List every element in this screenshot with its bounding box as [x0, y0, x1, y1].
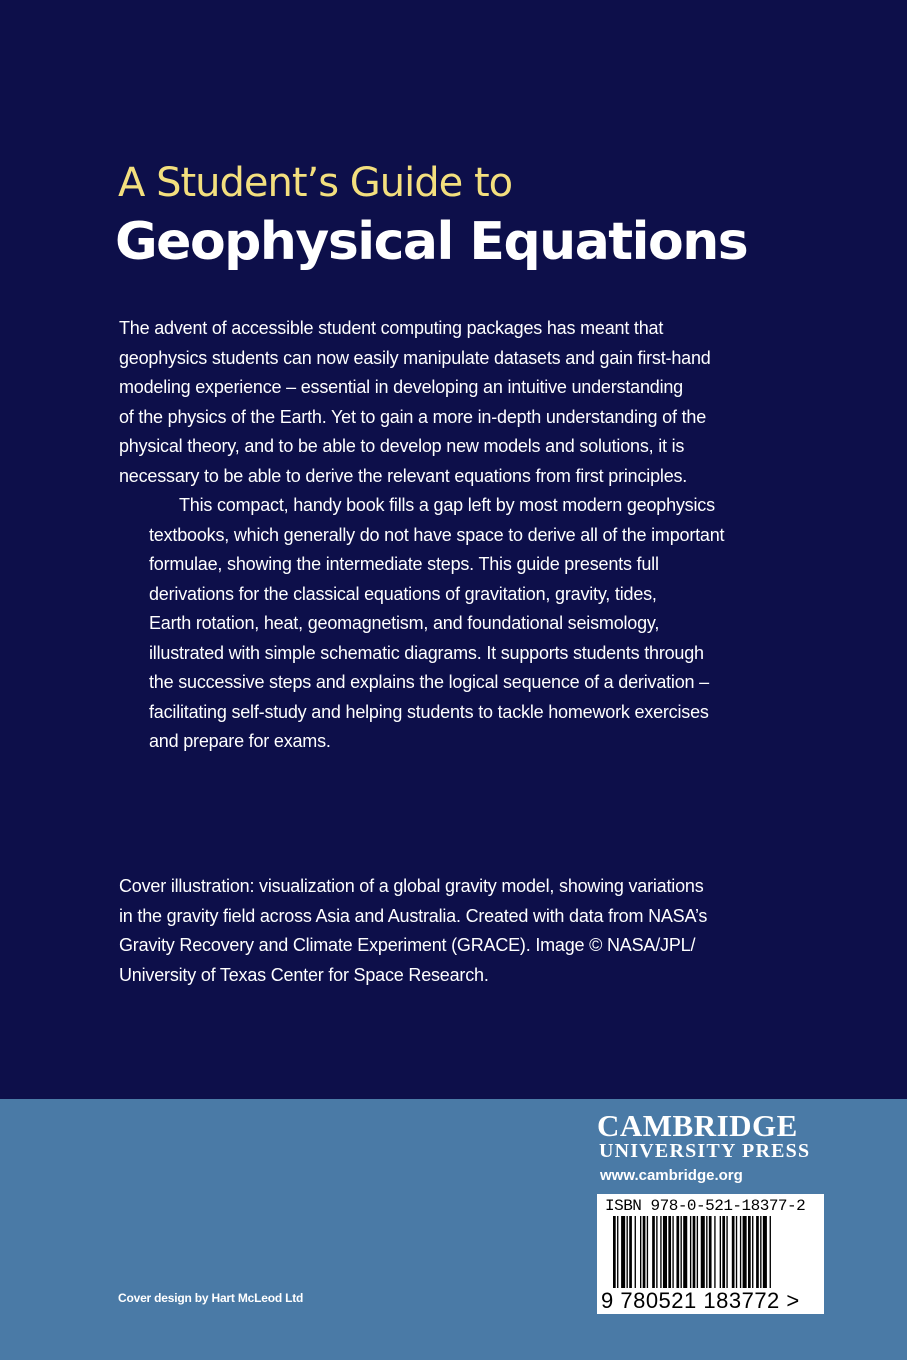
book-title-line1: A Student’s Guide to	[118, 160, 513, 206]
book-title-line2: Geophysical Equations	[115, 212, 748, 272]
barcode-bar	[732, 1216, 735, 1288]
credit-line: in the gravity field across Asia and Australia. Created with data from NASA’s	[119, 905, 708, 926]
blurb-line: facilitating self-study and helping students to tackle homework exercises	[149, 701, 709, 722]
credit-line: Cover illustration: visualization of a global gravity model, showing variations	[119, 876, 704, 896]
barcode-bar	[635, 1216, 636, 1288]
barcode-bar	[693, 1216, 696, 1288]
barcode-bar	[647, 1216, 648, 1288]
blurb-line: modeling experience – essential in developing an intuitive understanding	[119, 377, 683, 397]
barcode-bar	[668, 1216, 671, 1288]
blurb-line: derivations for the classical equations of gravitation, gravity, tides,	[149, 583, 657, 604]
barcode-bar	[748, 1216, 751, 1288]
designer-credit: Cover design by Hart McLeod Ltd	[118, 1291, 304, 1305]
credit-line: Gravity Recovery and Climate Experiment (GRACE). Image © NASA/JPL/	[119, 935, 696, 955]
barcode-bar	[756, 1216, 759, 1288]
cover-illustration-credit	[119, 872, 739, 990]
barcode-bar	[663, 1216, 667, 1288]
barcode-bar	[656, 1216, 657, 1288]
barcode-bar	[652, 1216, 655, 1288]
barcode-bar	[683, 1216, 687, 1288]
blurb-line: The advent of accessible student computing packages has meant that	[119, 318, 664, 338]
credit-line: University of Texas Center for Space Research.	[119, 964, 489, 985]
barcode-bar	[706, 1216, 707, 1288]
barcode-bar	[617, 1216, 618, 1288]
barcode-bar	[681, 1216, 682, 1288]
barcode-bar	[770, 1216, 771, 1288]
publisher-logo-subtitle: UNIVERSITY PRESS	[599, 1140, 811, 1162]
barcode-bar	[722, 1216, 725, 1288]
barcode-bar	[627, 1216, 628, 1288]
barcode-bar	[743, 1216, 747, 1288]
blurb-line: and prepare for exams.	[149, 731, 331, 751]
blurb-line: necessary to be able to derive the relevant equations from first principles.	[119, 465, 688, 486]
blurb-line: physical theory, and to be able to develop new models and solutions, it is	[119, 436, 685, 456]
barcode-bar	[760, 1216, 761, 1288]
blurb-line: the successive steps and explains the logical sequence of a derivation –	[149, 672, 709, 692]
barcode-bar	[629, 1216, 632, 1288]
barcode-bar	[740, 1216, 741, 1288]
barcode-bars	[603, 1216, 818, 1290]
publisher-url: www.cambridge.org	[600, 1167, 743, 1184]
barcode-bar	[763, 1216, 767, 1288]
blurb-line: This compact, handy book fills a gap left by most modern geophysics	[179, 495, 715, 515]
barcode-bar	[714, 1216, 715, 1288]
barcode-bar	[697, 1216, 698, 1288]
isbn-label: ISBN 978-0-521-18377-2	[605, 1197, 806, 1215]
blurb-paragraph-2	[119, 491, 729, 757]
barcode-bar	[676, 1216, 679, 1288]
book-blurb	[119, 314, 729, 757]
barcode-bar	[720, 1216, 721, 1288]
blurb-line: of the physics of the Earth. Yet to gain a more in-depth understanding of the	[119, 406, 707, 427]
barcode-bar	[613, 1216, 616, 1288]
barcode-bar	[640, 1216, 641, 1288]
barcode-bar	[660, 1216, 661, 1288]
barcode-bar	[752, 1216, 753, 1288]
barcode-digits: 9 780521 183772 >	[601, 1288, 800, 1313]
blurb-line: Earth rotation, heat, geomagnetism, and foundational seismology,	[149, 613, 660, 633]
publisher-logo-name: CAMBRIDGE	[597, 1108, 798, 1143]
barcode-bar	[643, 1216, 646, 1288]
barcode-bar	[621, 1216, 625, 1288]
blurb-line: geophysics students can now easily manipulate datasets and gain first-hand	[119, 347, 711, 368]
barcode-bar	[726, 1216, 727, 1288]
blurb-line: illustrated with simple schematic diagrams. It supports students through	[149, 642, 704, 663]
barcode-bar	[701, 1216, 705, 1288]
isbn-barcode	[597, 1194, 824, 1314]
barcode-bar	[672, 1216, 673, 1288]
barcode-bar	[690, 1216, 691, 1288]
blurb-paragraph-1	[119, 314, 729, 491]
barcode-bar	[736, 1216, 737, 1288]
blurb-line: textbooks, which generally do not have space to derive all of the important	[149, 524, 725, 545]
blurb-line: formulae, showing the intermediate steps. This guide presents full	[149, 554, 659, 574]
barcode-bar	[709, 1216, 712, 1288]
